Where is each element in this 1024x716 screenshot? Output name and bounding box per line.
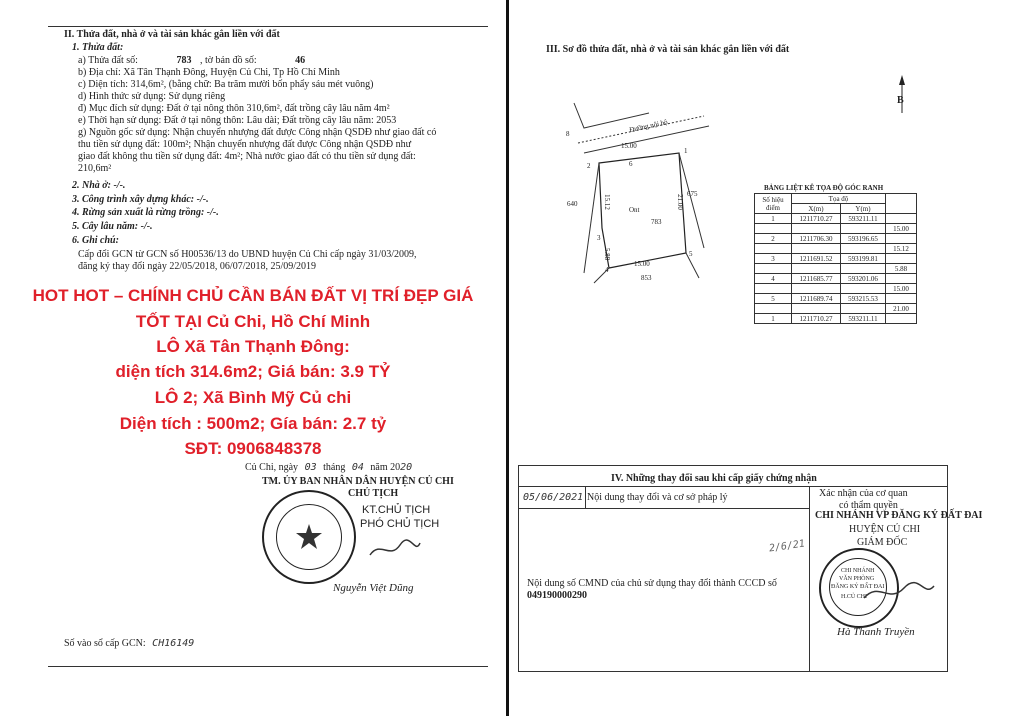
side-left-label: 15.12 (602, 194, 611, 210)
seal-text-1: CHI NHÁNH (841, 568, 875, 574)
coord-cell (755, 244, 792, 254)
neighbor-left: 640 (567, 200, 578, 208)
registry-line: Số vào sổ cấp GCN: CH16149 (64, 638, 195, 649)
item-house: 2. Nhà ở: -/-. (72, 180, 126, 191)
kt-chairman-stamp: KT.CHỦ TỊCH (362, 504, 431, 516)
left-signer-name: Nguyễn Việt Dũng (333, 582, 414, 594)
corner-label-1: 1 (684, 147, 688, 155)
date-month: 04 (351, 462, 364, 473)
authority-title: TM. ỦY BAN NHÂN DÂN HUYỆN CỦ CHI (262, 476, 454, 487)
coord-cell (840, 244, 885, 254)
coord-cell (792, 304, 841, 314)
map-sheet-label: , tờ bản đồ số: (199, 55, 257, 66)
coord-table (754, 193, 917, 324)
coord-row (755, 254, 917, 264)
neighbor-bottom: 853 (641, 274, 652, 282)
coord-row (755, 314, 917, 324)
right-signer-name: Hà Thanh Truyền (837, 626, 915, 638)
usage-form-line: d) Hình thức sử dụng: Sử dụng riêng (78, 91, 226, 102)
side-small-label: 5.88 (603, 247, 612, 261)
item-construction: 3. Công trình xây dựng khác: -/-. (72, 194, 209, 205)
signing-date: Củ Chi, ngày 03 tháng 04 năm 2020 (245, 462, 413, 473)
coord-cell: 593211.11 (840, 214, 885, 224)
coord-cell (886, 254, 917, 264)
coord-row (755, 274, 917, 284)
coord-cell: 21.00 (886, 304, 917, 314)
note-line-2: đăng ký thay đổi ngày 22/05/2018, 06/07/2018, 25/09/2019 (78, 261, 317, 272)
coord-subheader-x: X(m) (792, 204, 841, 214)
agency-line-2: HUYỆN CỦ CHI (849, 524, 921, 535)
advert-line-3: LÔ Xã Tân Thạnh Đông: (156, 337, 350, 356)
map-sheet-number: 46 (295, 55, 306, 66)
coord-cell (755, 304, 792, 314)
advert-phone: SĐT: 0906848378 (184, 439, 322, 458)
coord-cell: 593201.06 (840, 274, 885, 284)
coord-cell: 1 (755, 214, 792, 224)
coord-cell: 1211689.74 (792, 294, 841, 304)
left-official-seal (262, 490, 356, 584)
parcel-line (78, 55, 305, 67)
changes-title: IV. Những thay đổi sau khi cấp giấy chứng nhận (611, 473, 817, 484)
term-line: e) Thời hạn sử dụng: Đất ở tại nông thôn: Lâu dài; Đất trồng cây lâu năm: 2053 (78, 115, 397, 126)
coord-cell: 1 (755, 314, 792, 324)
left-page-top-border (48, 26, 488, 27)
coord-cell (840, 304, 885, 314)
coord-cell: 1211685.77 (792, 274, 841, 284)
address-line: b) Địa chỉ: Xã Tân Thạnh Đông, Huyện Củ Chi, Tp Hồ Chí Minh (78, 67, 340, 78)
corner-label-4: 4 (605, 266, 609, 274)
parcel-number: 783 (176, 55, 192, 66)
coord-cell: 15.00 (886, 284, 917, 294)
handwritten-date: 2/6/21 (768, 538, 806, 555)
advert-line-4: diện tích 314.6m2; Giá bán: 3.9 TỶ (115, 362, 391, 381)
side-bottom-label: 15.00 (634, 260, 650, 268)
coord-row (755, 234, 917, 244)
road-label: Đường nội bộ (628, 118, 669, 134)
parcel-diagram-number: 783 (651, 218, 662, 226)
coord-cell (840, 224, 885, 234)
advert-line-2: TỐT TẠI Củ Chi, Hồ Chí Minh (135, 312, 371, 331)
coord-cell (886, 214, 917, 224)
coord-cell: 593199.81 (840, 254, 885, 264)
advert-line-6: Diện tích : 500m2; Gía bán: 2.7 tỷ (119, 414, 387, 433)
section-ii-title: II. Thửa đất, nhà ở và tài sản khác gắn liền với đất (64, 29, 280, 40)
corner-label-2: 2 (587, 162, 591, 170)
coord-cell: 593196.65 (840, 234, 885, 244)
origin-line-3: giao đất không thu tiền sử dụng đất: 4m²; Nhà nước giao đất có thu tiền sử dụng đất: (78, 151, 416, 162)
coord-row (755, 304, 917, 314)
coord-cell: 3 (755, 254, 792, 264)
changes-col1-header: Nội dung thay đổi và cơ sở pháp lý (587, 492, 728, 503)
area-line: c) Diện tích: 314,6m², (bằng chữ: Ba trăm mười bốn phẩy sáu mét vuông) (78, 79, 374, 90)
coord-cell (840, 264, 885, 274)
coord-cell: 1211691.52 (792, 254, 841, 264)
coord-cell (792, 284, 841, 294)
coord-cell: 593211.11 (840, 314, 885, 324)
coord-row (755, 284, 917, 294)
coord-row (755, 264, 917, 274)
seal-text-4: H.CỦ CHI (841, 594, 868, 600)
section-iii-title: III. Sơ đồ thửa đất, nhà ở và tài sản khác gắn liền với đất (546, 44, 790, 55)
advert-line-1: HOT HOT – CHÍNH CHỦ CẦN BÁN ĐẤT VỊ TRÍ ĐẸP GIÁ (32, 286, 474, 305)
date-day: 03 (304, 462, 317, 473)
coord-header-row (755, 194, 917, 204)
coord-header-point: Số hiệu điểm (755, 194, 792, 214)
coord-cell (886, 234, 917, 244)
coord-cell: 1211710.27 (792, 314, 841, 324)
parcel-label: a) Thửa đất số: (78, 55, 138, 66)
coord-cell: 15.12 (886, 244, 917, 254)
changes-col2-subheader: có thẩm quyền (839, 500, 898, 511)
seal-text-2: VĂN PHÒNG (839, 576, 875, 582)
coord-cell: 1211710.27 (792, 214, 841, 224)
vice-chairman-stamp: PHÓ CHỦ TỊCH (360, 518, 440, 530)
coord-table-title: BẢNG LIỆT KÊ TỌA ĐỘ GÓC RANH (764, 184, 884, 192)
item-notes: 6. Ghi chú: (72, 235, 119, 246)
coord-cell (886, 294, 917, 304)
land-type-label: Ont (629, 206, 640, 214)
chairman-title: CHỦ TỊCH (348, 488, 399, 499)
date-year: 20 (400, 462, 413, 473)
coord-cell: 4 (755, 274, 792, 284)
coord-header-distance (886, 194, 917, 214)
coord-cell: 15.00 (886, 224, 917, 234)
corner-label-5: 5 (689, 250, 693, 258)
north-label: B (897, 95, 904, 106)
side-right-label: 21.00 (675, 194, 684, 210)
coord-header-coords: Tọa độ (792, 194, 886, 204)
registry-number: CH16149 (152, 638, 195, 649)
item-forest: 4. Rừng sản xuất là rừng trồng: -/-. (72, 207, 219, 218)
coord-cell (792, 244, 841, 254)
change-date-stamp: 05/06/2021 (523, 492, 584, 503)
changes-box (518, 465, 983, 672)
item-1-title: 1. Thửa đất: (72, 42, 124, 53)
agency-line-1: CHI NHÁNH VP ĐĂNG KÝ ĐẤT ĐAI (815, 510, 983, 521)
neighbor-top-left: 8 (566, 130, 570, 138)
changes-col2-header: Xác nhận của cơ quan (819, 488, 908, 499)
star-icon (294, 522, 324, 552)
seal-text-3: ĐĂNG KÝ ĐẤT ĐAI (831, 584, 885, 590)
right-certificate-page (509, 0, 1024, 716)
coord-cell (886, 274, 917, 284)
coord-row (755, 214, 917, 224)
left-page-bottom-border (48, 666, 488, 667)
change-entry-line-1: Nội dung số CMND của chủ sử dụng thay đổi thành CCCD số (527, 578, 777, 589)
coord-subheader-y: Y(m) (840, 204, 885, 214)
coord-row (755, 244, 917, 254)
origin-line-2: thu tiền sử dụng đất: 100m²; Nhận chuyển nhượng đất được Công nhận QSDĐ như (78, 139, 411, 150)
coord-cell: 2 (755, 234, 792, 244)
coord-cell (755, 264, 792, 274)
right-signature-scribble (859, 576, 939, 606)
side-top-label: 15.00 (621, 142, 637, 150)
coord-cell (755, 284, 792, 294)
corner-label-3: 3 (597, 234, 601, 242)
note-line-1: Cấp đổi GCN từ GCN số H00536/13 do UBND huyện Củ Chi cấp ngày 31/03/2009, (78, 249, 417, 260)
coord-cell: 593215.53 (840, 294, 885, 304)
changes-date-rule (585, 486, 586, 508)
coord-cell (886, 314, 917, 324)
origin-line-4: 210,6m² (78, 163, 112, 174)
coord-cell: 5 (755, 294, 792, 304)
advert-line-5: LÔ 2; Xã Bình Mỹ Củ chi (154, 388, 352, 407)
left-signature-scribble (365, 535, 425, 565)
corner-label-6: 6 (629, 160, 633, 168)
coord-cell (755, 224, 792, 234)
coord-cell: 1211706.30 (792, 234, 841, 244)
left-certificate-page (0, 0, 506, 716)
neighbor-right: 675 (687, 190, 698, 198)
director-title: GIÁM ĐỐC (857, 537, 908, 548)
item-perennial: 5. Cây lâu năm: -/-. (72, 221, 153, 232)
coord-cell (792, 264, 841, 274)
coord-row (755, 294, 917, 304)
changes-title-rule (519, 486, 947, 487)
changes-header-rule (519, 508, 809, 509)
origin-line-1: g) Nguồn gốc sử dụng: Nhận chuyển nhượng đất được Công nhận QSDĐ như giao đất có (78, 127, 437, 138)
purpose-line: đ) Mục đích sử dụng: Đất ở tại nông thôn 310,6m², đất trồng cây lâu năm 4m² (78, 103, 390, 114)
coord-cell (840, 284, 885, 294)
coord-cell (792, 224, 841, 234)
change-entry-line-2: 049190000290 (527, 590, 587, 601)
coord-row (755, 224, 917, 234)
coord-cell: 5.88 (886, 264, 917, 274)
changes-column-rule (809, 486, 810, 671)
